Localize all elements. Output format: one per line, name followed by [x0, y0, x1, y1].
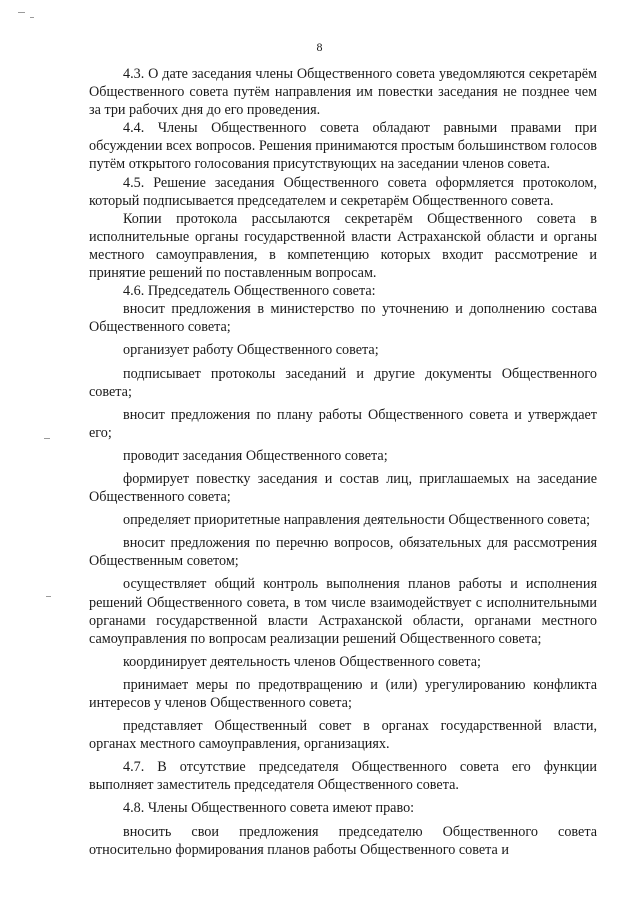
paragraph-4-6: 4.6. Председатель Общественного совета: — [123, 283, 376, 300]
document-body — [89, 65, 597, 859]
paragraph-4-5: 4.5. Решение заседания Общественного совета оформляется протоколом, который подписывается председателем и секретарём Общественного совета. — [89, 174, 597, 209]
member-right-item: вносить свои предложения председателю Общественного совета относительно формирования планов работы Общественного совета и — [89, 823, 597, 858]
chair-duty-item: формирует повестку заседания и состав лиц, приглашаемых на заседание Общественного совета; — [89, 470, 597, 506]
chair-duty-item: определяет приоритетные направления деятельности Общественного совета; — [123, 512, 591, 529]
paragraph-4-3: 4.3. О дате заседания члены Общественного совета уведомляются секретарём Общественного совета путём направления им повестки заседания не позднее чем за три рабочих дня до его проведения. — [89, 66, 597, 119]
paragraph-4-4: 4.4. Члены Общественного совета обладают равными правами при обсуждении всех вопросов. Решения принимаются простым большинством голосов путём открытого голосования присутствующих на заседании членов совета. — [89, 120, 598, 173]
paragraph-4-8: 4.8. Члены Общественного совета имеют право: — [123, 800, 415, 817]
chair-duty-item: принимает меры по предотвращению и (или) урегулированию конфликта интересов у членов Общественного совета; — [89, 676, 597, 711]
chair-duty-item: организует работу Общественного совета; — [123, 342, 379, 359]
chair-duty-item: вносит предложения в министерство по уточнению и дополнению состава Общественного совета; — [89, 301, 597, 336]
scan-speck — [44, 438, 50, 439]
chair-duty-item: осуществляет общий контроль выполнения планов работы и исполнения решений Общественного совета, в том числе взаимодействует с исполнительными органами государственной власти Астраханской области, органами местного самоуправления по вопросам реализации решений Общественного совета; — [89, 576, 597, 647]
chair-duty-item: проводит заседания Общественного совета; — [123, 447, 388, 464]
scan-speck — [18, 12, 25, 13]
scan-speck — [30, 17, 34, 18]
chair-duty-item: вносит предложения по перечню вопросов, обязательных для рассмотрения Общественным советом; — [89, 535, 597, 570]
chair-duty-item: представляет Общественный совет в органах государственной власти, органах местного самоуправления, организациях. — [89, 718, 597, 753]
chair-duty-item: подписывает протоколы заседаний и другие документы Общественного совета; — [89, 365, 597, 400]
chair-duty-item: вносит предложения по плану работы Общественного совета и утверждает его; — [89, 406, 597, 441]
paragraph-4-7: 4.7. В отсутствие председателя Общественного совета его функции выполняет заместитель председателя Общественного совета. — [89, 759, 597, 794]
paragraph-protocol-copies: Копии протокола рассылаются секретарём Общественного совета в исполнительные органы государственной власти Астраханской области и органы местного самоуправления, в компетенцию которых входит рассмотрение и принятие решений по поставленным вопросам. — [89, 210, 597, 282]
chair-duty-item: координирует деятельность членов Общественного совета; — [123, 653, 481, 670]
scan-speck — [46, 596, 51, 597]
page-number: 8 — [316, 40, 323, 54]
